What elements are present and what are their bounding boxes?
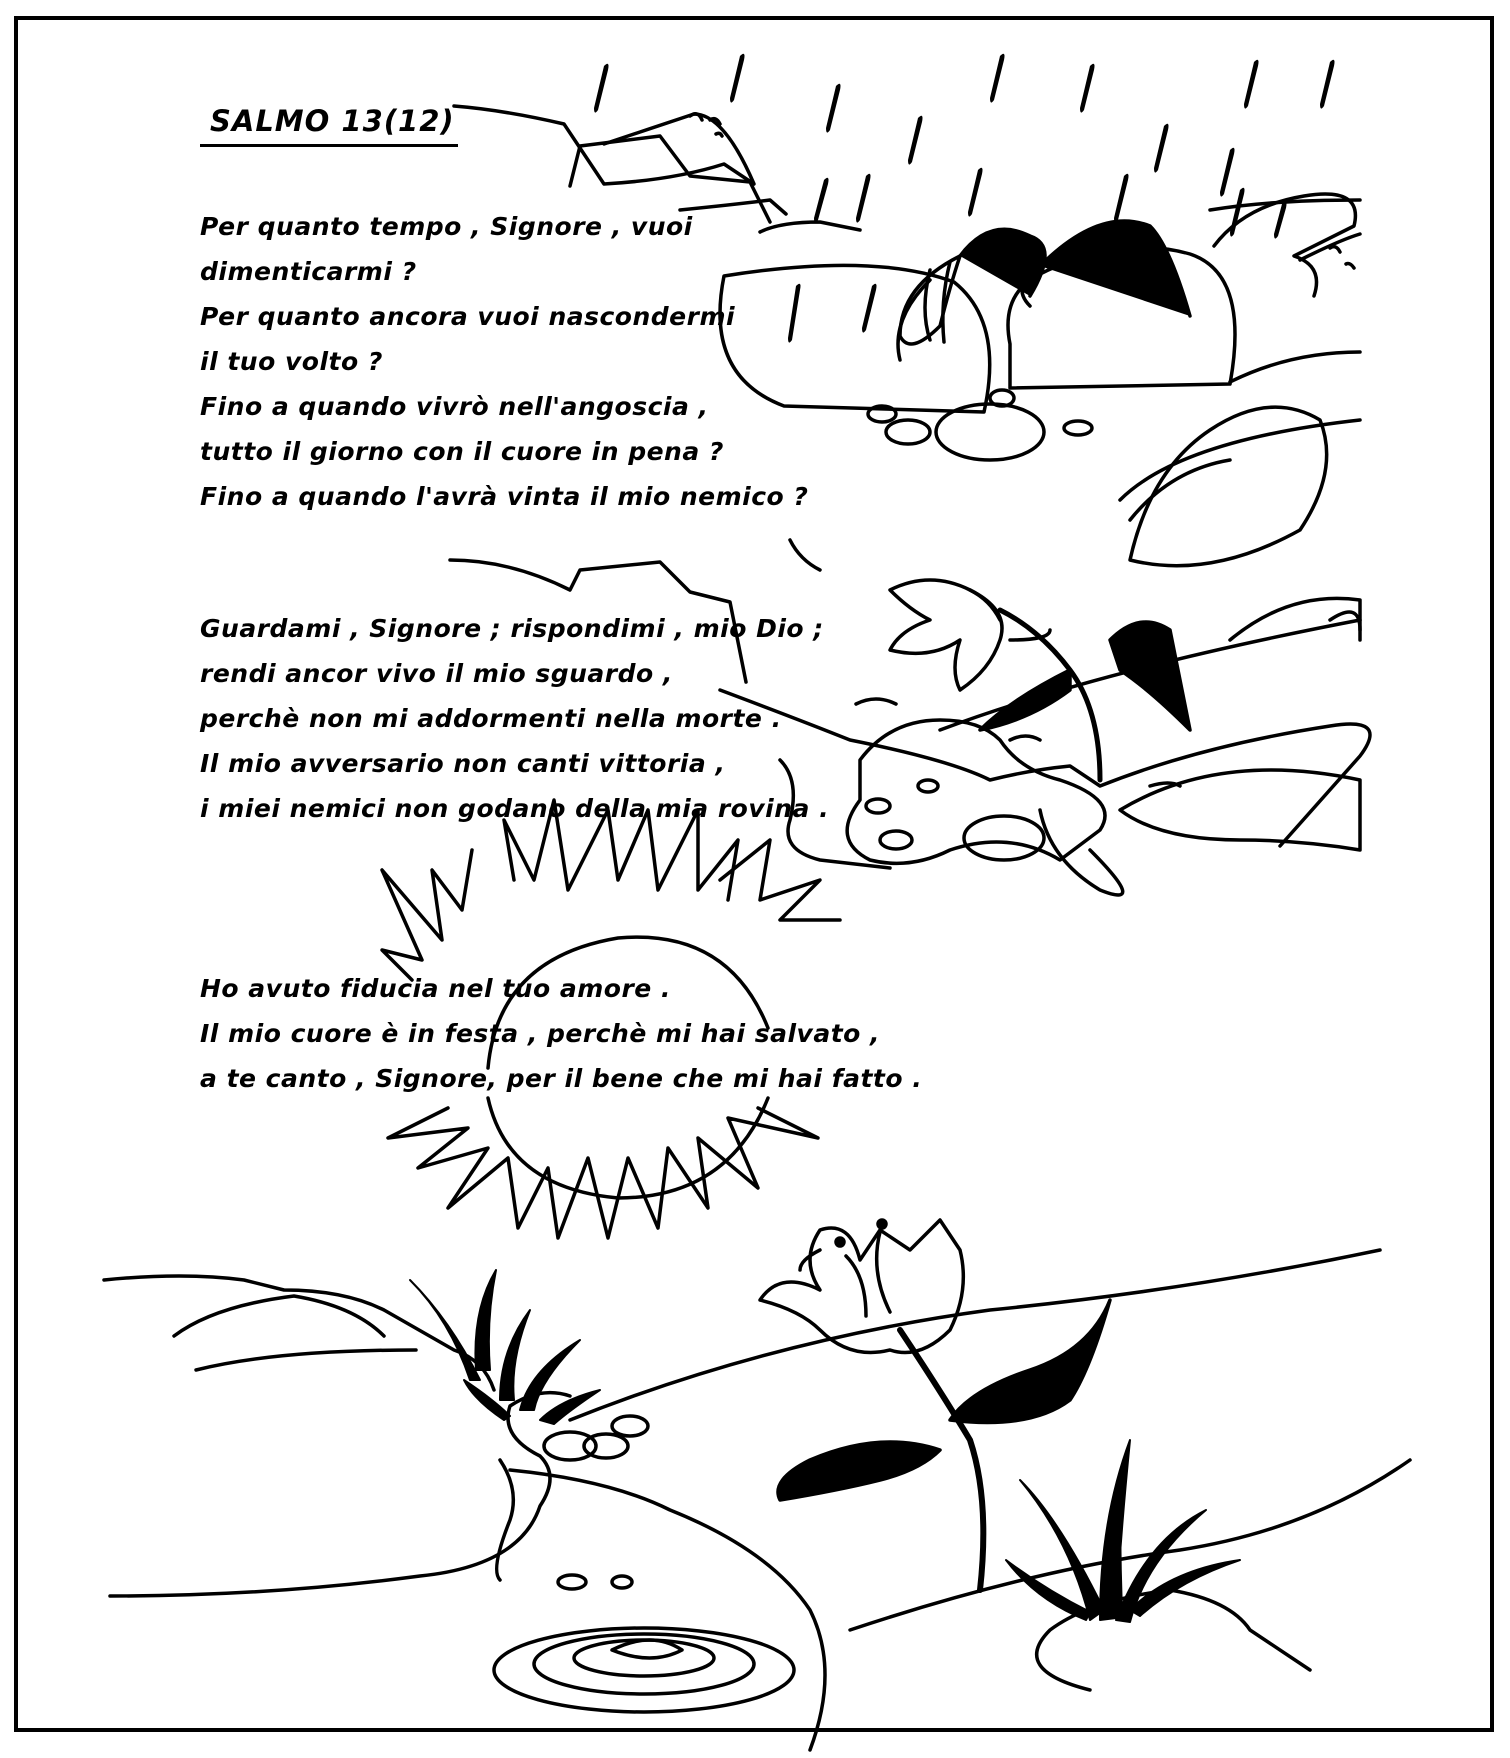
verse-line: Il mio avversario non canti vittoria , <box>200 749 726 778</box>
verse-line: Il mio cuore è in festa , perchè mi hai salvato , <box>200 1019 881 1048</box>
verse-line: tutto il giorno con il cuore in pena ? <box>200 437 724 466</box>
stanza-3 <box>200 966 922 1101</box>
stanza-2 <box>200 606 829 831</box>
verse-line: rendi ancor vivo il mio sguardo , <box>200 659 673 688</box>
verse-line: Per quanto tempo , Signore , vuoi <box>200 212 693 241</box>
verse-line: Fino a quando l'avrà vinta il mio nemico ? <box>200 482 809 511</box>
verse-line: i miei nemici non godano della mia rovina . <box>200 794 830 823</box>
verse-line: Ho avuto fiducia nel tuo amore . <box>200 974 671 1003</box>
verse-line: a te canto , Signore, per il bene che mi hai fatto . <box>200 1064 923 1093</box>
title-underline <box>200 144 458 147</box>
verse-line: Guardami , Signore ; rispondimi , mio Dio ; <box>200 614 824 643</box>
stanza-1 <box>200 204 808 519</box>
verse-line: il tuo volto ? <box>200 347 383 376</box>
verse-line: perchè non mi addormenti nella morte . <box>200 704 782 733</box>
verse-line: Fino a quando vivrò nell'angoscia , <box>200 392 709 421</box>
page-title: SALMO 13(12) <box>210 104 455 138</box>
verse-line: dimenticarmi ? <box>200 257 417 286</box>
verse-line: Per quanto ancora vuoi nascondermi <box>200 302 736 331</box>
wilted-flower <box>898 221 1190 360</box>
bottom-scene <box>104 1220 1410 1750</box>
